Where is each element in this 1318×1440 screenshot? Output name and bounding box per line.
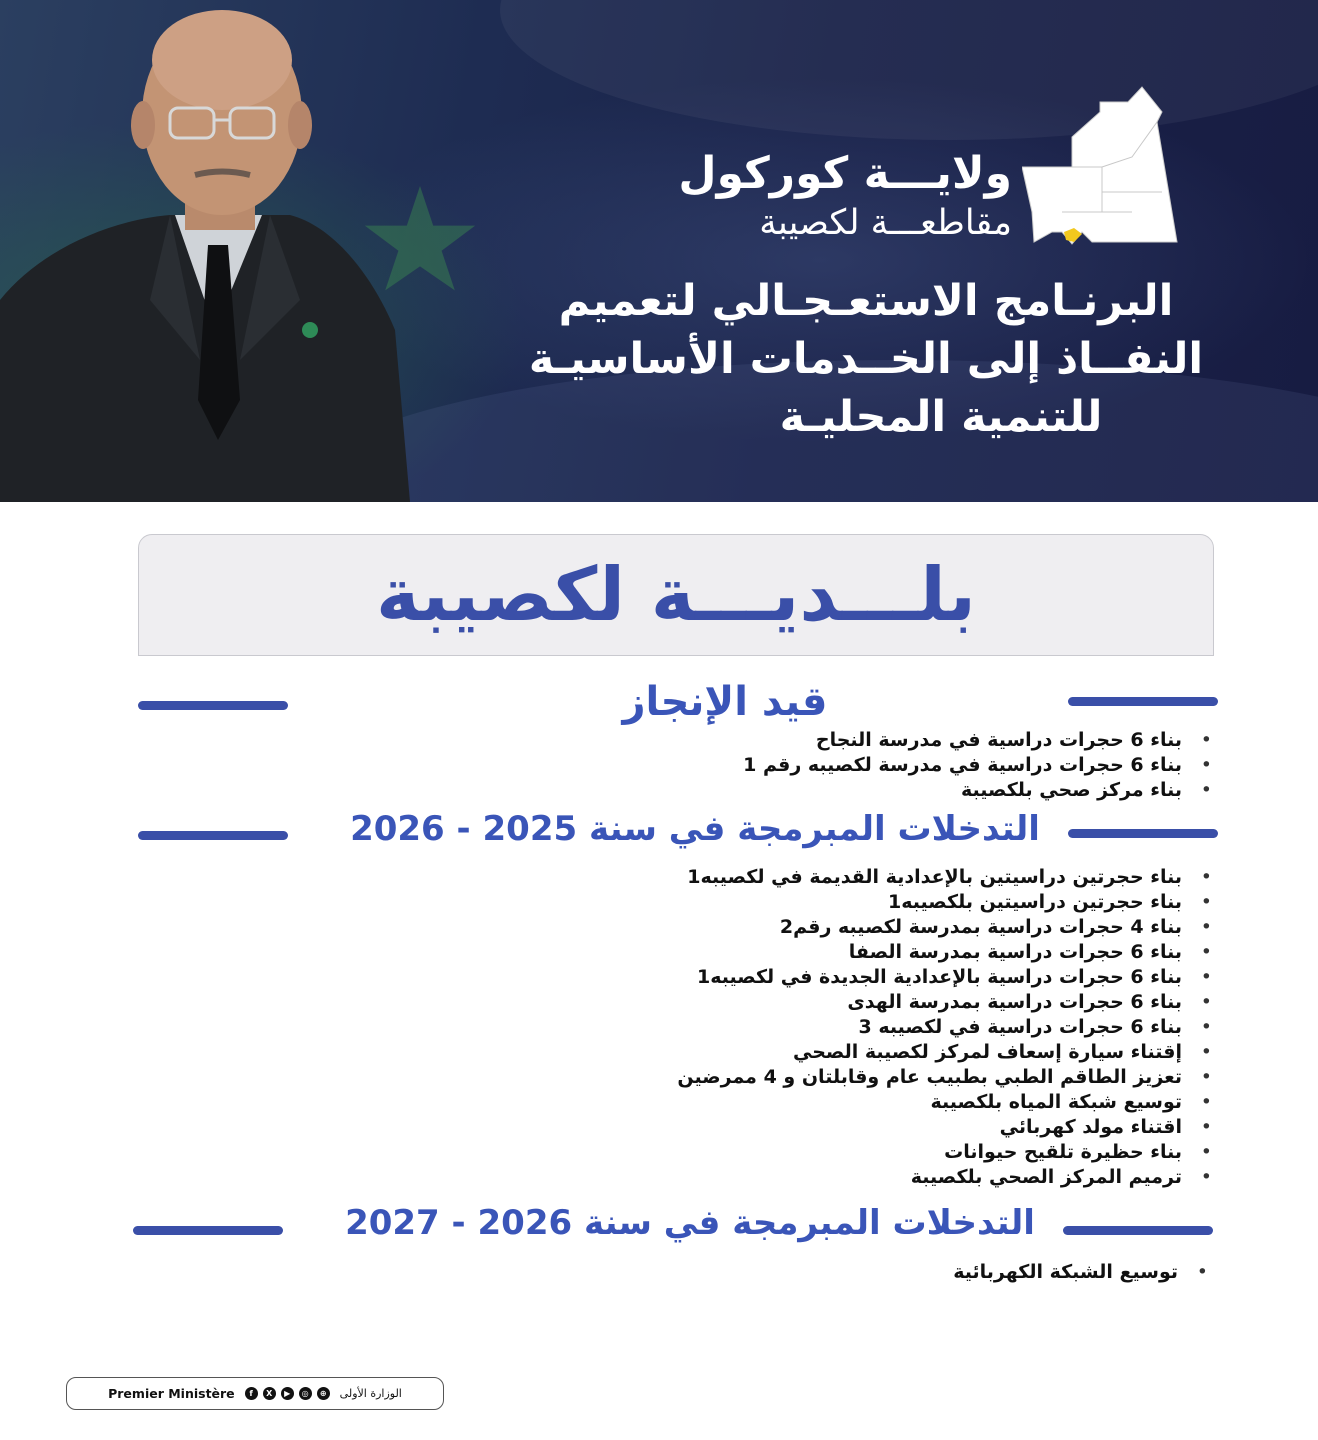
- section-divider: [133, 1226, 283, 1235]
- list-item: • بناء 6 حجرات دراسية في مدرسة النجاح: [815, 729, 1212, 751]
- wilaya-title: ولايـــة كوركول: [678, 148, 1012, 199]
- list-item: • بناء حجرتين دراسيتين بالإعدادية القديمة في لكصيبه1: [687, 866, 1212, 888]
- program-line: للتنمية المحليـة: [779, 392, 1103, 442]
- mauritania-map-icon: [1022, 82, 1182, 254]
- footer-brand: Premier Ministère: [108, 1386, 235, 1401]
- section-divider: [1063, 1226, 1213, 1235]
- list-item: • بناء مركز صحي بلكصيبة: [960, 779, 1212, 801]
- portrait-image: [0, 0, 420, 502]
- commune-box: [138, 534, 1214, 656]
- program-line: النفــاذ إلى الخــدمات الأساسيـة: [528, 334, 1204, 384]
- list-item: • اقتناء مولد كهربائي: [999, 1116, 1212, 1138]
- program-title: [506, 272, 1226, 446]
- section-list-2025-2026: [677, 865, 1212, 1190]
- section-divider: [138, 831, 288, 840]
- list-item: • توسيع الشبكة الكهربائية: [953, 1261, 1208, 1283]
- list-item: • بناء حظيرة تلقيح حيوانات: [944, 1141, 1212, 1163]
- section-list-in-progress: [743, 728, 1212, 803]
- footer-bar: [66, 1377, 444, 1410]
- background-wave: [500, 0, 1318, 140]
- list-item: • توسيع شبكة المياه بلكصيبة: [930, 1091, 1212, 1113]
- web-icon[interactable]: ⊕: [317, 1387, 330, 1400]
- list-item: • بناء 6 حجرات دراسية بمدرسة الهدى: [847, 991, 1212, 1013]
- list-item: • بناء حجرتين دراسيتين بلكصيبه1: [888, 891, 1212, 913]
- list-item: • إقتناء سيارة إسعاف لمركز لكصيبة الصحي: [792, 1041, 1212, 1063]
- list-item: • تعزيز الطاقم الطبي بطبيب عام وقابلتان و 4 ممرضين: [677, 1066, 1212, 1088]
- instagram-icon[interactable]: ◎: [299, 1387, 312, 1400]
- section-divider: [138, 701, 288, 710]
- section-divider: [1068, 697, 1218, 706]
- youtube-icon[interactable]: ▶: [281, 1387, 294, 1400]
- list-item: • بناء 6 حجرات دراسية في مدرسة لكصيبه رقم 1: [743, 754, 1212, 776]
- commune-title: بلـــديـــة لكصيبة: [376, 552, 976, 638]
- header-banner: [0, 0, 1318, 502]
- facebook-icon[interactable]: f: [245, 1387, 258, 1400]
- section-title-2026-2027: التدخلات المبرمجة في سنة 2026 - 2027: [345, 1203, 1035, 1243]
- section-divider: [1068, 829, 1218, 838]
- x-icon[interactable]: X: [263, 1387, 276, 1400]
- footer-arabic: الوزارة الأولى: [339, 1387, 402, 1400]
- list-item: • ترميم المركز الصحي بلكصيبة: [910, 1166, 1212, 1188]
- section-title-in-progress: قيد الإنجاز: [622, 679, 828, 725]
- list-item: • بناء 6 حجرات دراسية بالإعدادية الجديدة في لكصيبه1: [696, 966, 1212, 988]
- section-title-2025-2026: التدخلات المبرمجة في سنة 2025 - 2026: [350, 809, 1040, 849]
- list-item: • بناء 6 حجرات دراسية في لكصيبه 3: [858, 1016, 1212, 1038]
- list-item: • بناء 4 حجرات دراسية بمدرسة لكصيبه رقم2: [779, 916, 1212, 938]
- list-item: • بناء 6 حجرات دراسية بمدرسة الصفا: [848, 941, 1212, 963]
- section-list-2026-2027: [953, 1260, 1208, 1285]
- program-line: البرنـامج الاستعـجـالي لتعميم: [558, 276, 1174, 326]
- social-icons: [245, 1387, 330, 1400]
- moughataa-title: مقاطعـــة لكصيبة: [759, 203, 1012, 243]
